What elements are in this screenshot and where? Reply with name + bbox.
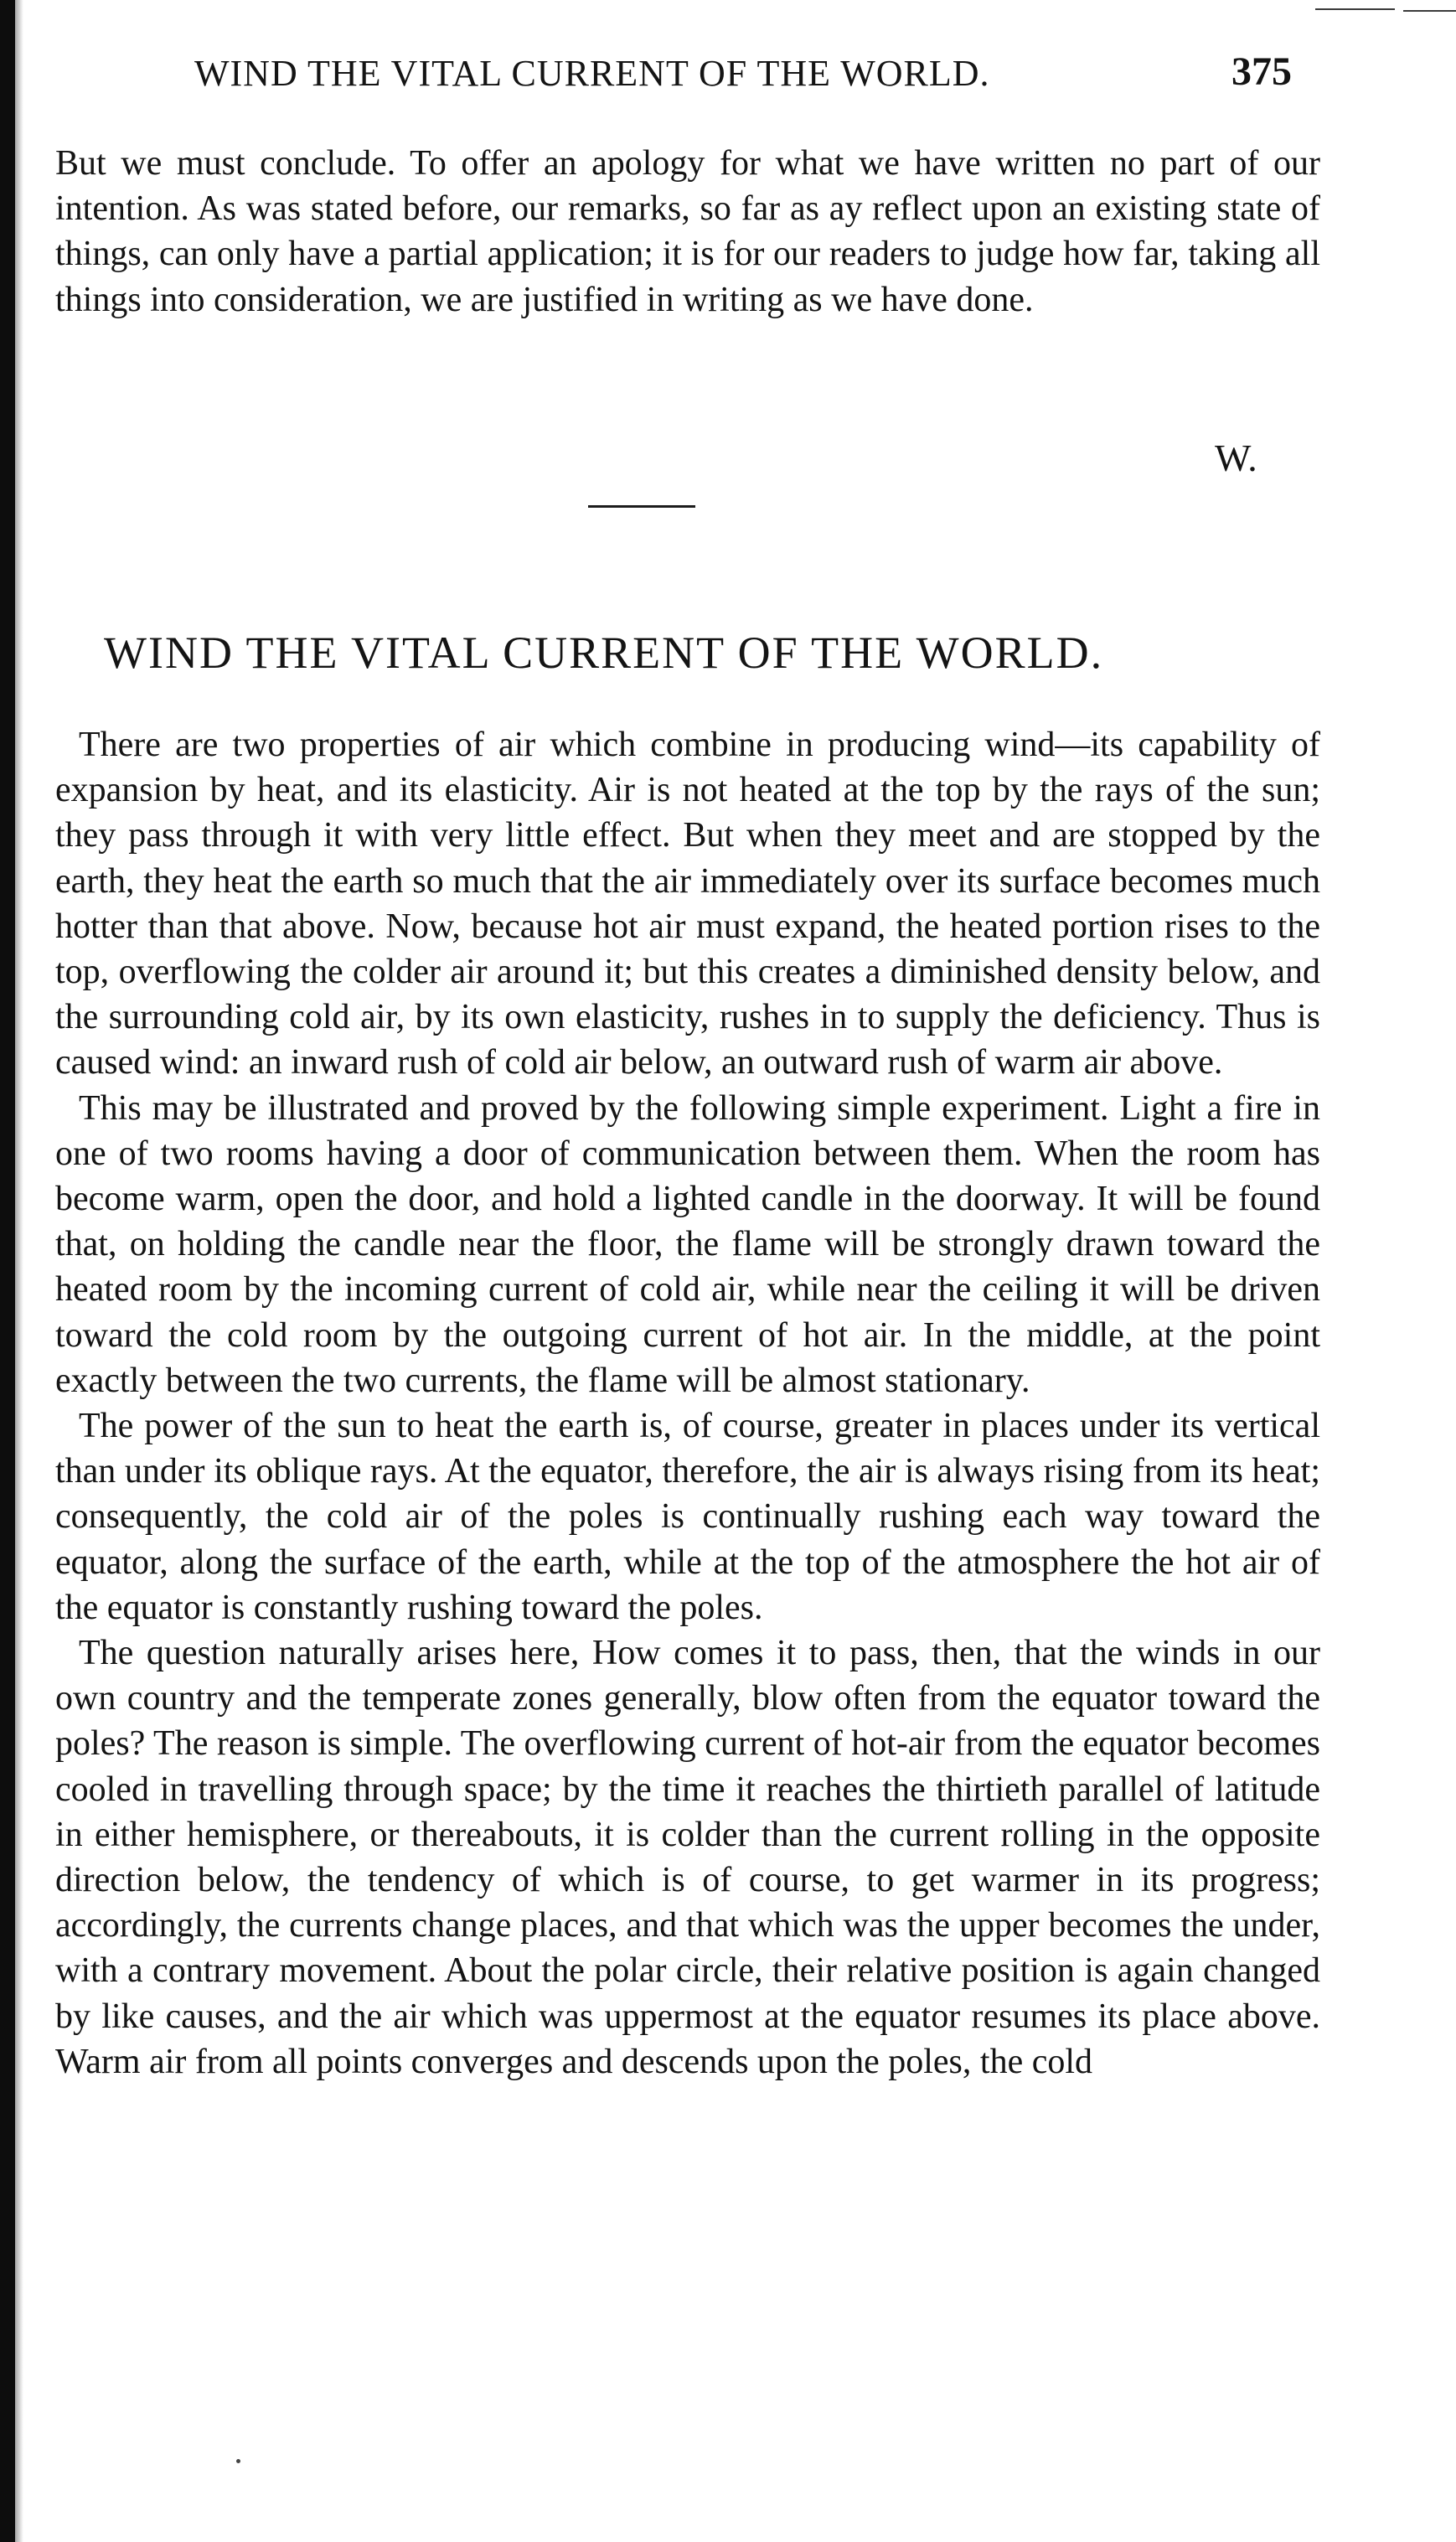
article-paragraph: There are two properties of air which combine in producing wind—its capability of expansion by heat, and its elasticity. Air is not heated at the top by the rays of the sun; they pass through it with very little effect. But when they meet and are stopped by the earth, they heat the earth so much that the air immediately over its surface becomes much hotter than that above. Now, because hot air must expand, the heated portion rises to the top, overflowing the colder air around it; but this creates a diminished density below, and the surrounding cold air, by its own elasticity, rushes in to supply the deficiency. Thus is caused wind: an inward rush of cold air below, an outward rush of warm air above. [55, 726, 1320, 1082]
running-head: WIND THE VITAL CURRENT OF THE WORLD. [194, 53, 990, 94]
top-edge-rule [1315, 8, 1395, 10]
article-paragraph: The question naturally arises here, How comes it to pass, then, that the winds in our own country and the temperate zones generally, blow often from the equator toward the poles? The reason is simple. The overflowing current of hot-air from the equator becomes cooled in travelling through space; by the time it reaches the thirtieth parallel of latitude in either hemisphere, or thereabouts, it is colder than the current rolling in the opposite direction below, the tendency of which is of course, to get warmer in its progress; accordingly, the currents change places, and that which was the upper becomes the under, with a contrary movement. About the polar circle, their relative position is again changed by like causes, and the air which was uppermost at the equator resumes its place above. Warm air from all points converges and descends upon the poles, the cold [55, 1634, 1320, 2081]
article-paragraph: This may be illustrated and proved by the following simple experiment. Light a fire in one of two rooms having a door of communication between them. When the room has become warm, open the door, and hold a lighted candle in the doorway. It will be found that, on holding the candle near the floor, the flame will be strongly drawn toward the heated room by the incoming current of cold air, while near the ceiling it will be driven toward the cold room by the outgoing current of hot air. In the middle, at the point exactly between the two currents, the flame will be almost stationary. [55, 1088, 1320, 1400]
ink-speck [236, 2459, 240, 2463]
top-edge-rule-2 [1403, 10, 1456, 12]
binding-shadow [15, 0, 23, 2542]
article-paragraph: The power of the sun to heat the earth is, of course, greater in places under its vertical than under its oblique rays. At the equator, therefore, the air is always rising from its heat; consequently, the cold air of the poles is continually rushing each way toward the equator, along the surface of the earth, while at the top of the atmosphere the hot air of the equator is constantly rushing toward the poles. [55, 1407, 1320, 1627]
article-body [55, 722, 1320, 2085]
closing-paragraph-text: But we must conclude. To offer an apology for what we have written no part of our intention. As was stated before, our remarks, so far as ay reflect upon an existing state of things, can only have a partial application; it is for our readers to judge how far, taking all things into consideration, we are justified in writing as we have done. [55, 144, 1320, 319]
binding-edge [0, 0, 15, 2542]
page-number: 375 [1231, 49, 1292, 94]
author-signature: W. [1215, 437, 1257, 479]
section-divider [588, 505, 695, 508]
closing-paragraph [55, 141, 1320, 323]
article-title: WIND THE VITAL CURRENT OF THE WORLD. [104, 628, 1104, 678]
